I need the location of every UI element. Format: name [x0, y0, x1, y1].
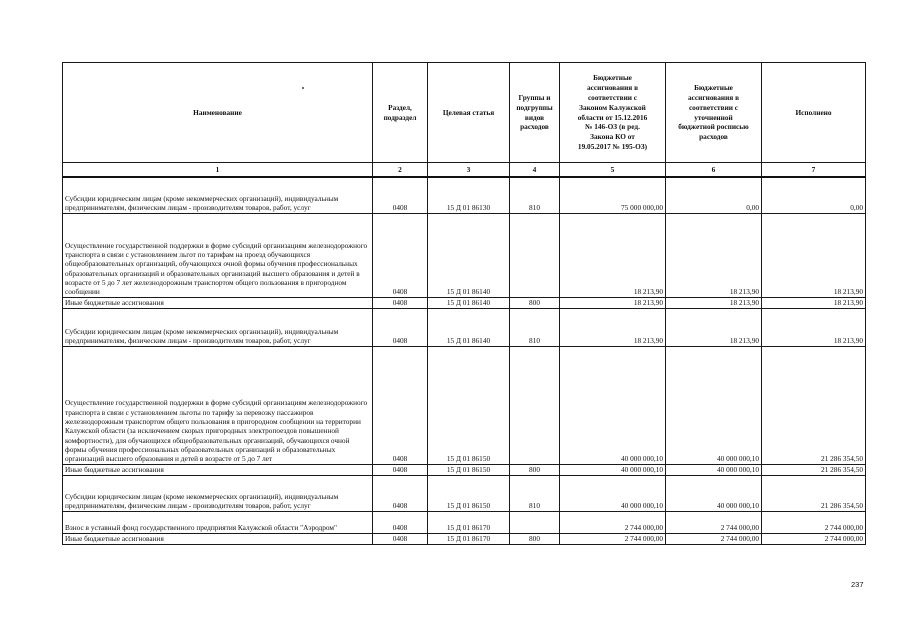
row-name: Субсидии юридическим лицам (кроме некоммерческих организаций), индивидуальным предпринимателям, физическим лицам - производителям товаров, работ, услуг [63, 177, 373, 213]
row-section: 0408 [373, 346, 428, 464]
header-schedule-assignments: Бюджетные ассигнования в соответствии с уточненной бюджетной росписью расходов [666, 63, 762, 163]
row-name: Осуществление государственной поддержки в форме субсидий организациям железнодорожного транспорта в связи с установлением льготы по тарифу за перевозку пассажиров железнодорожным транспортом общего пользования в пригородном сообщении на территории Калужской области (за исключением скорых пригородных электропоездов повышенной комфортности), для обучающихся общеобразовательных организаций, обучающихся очной формы обучения профессиональных образовательных организаций и образовательных организаций высшего образования и детей в возрасте от 5 до 7 лет [63, 346, 373, 464]
row-law-value: 40 000 000,10 [560, 464, 666, 475]
row-law-value: 18 213,90 [560, 297, 666, 308]
row-schedule-value: 18 213,90 [666, 213, 762, 297]
row-name: Осуществление государственной поддержки в форме субсидий организациям железнодорожного транспорта в связи с установлением льгот по тарифам на проезд обучающихся общеобразовательных организаций, обучающихся очной формы обучения профессиональных образовательных организаций и образовательных организаций высшего образования и детей в возрасте от 5 до 7 лет железнодорожным транспортом общего пользования в пригородном сообщении [63, 213, 373, 297]
row-law-value: 18 213,90 [560, 308, 666, 346]
header-name: Наименование [63, 63, 373, 163]
table-row [63, 464, 866, 475]
row-article: 15 Д 01 86170 [428, 511, 510, 533]
row-section: 0408 [373, 533, 428, 544]
row-schedule-value: 2 744 000,00 [666, 533, 762, 544]
row-group: 810 [510, 308, 560, 346]
header-article: Целевая статья [428, 63, 510, 163]
row-section: 0408 [373, 308, 428, 346]
budget-table [62, 62, 866, 545]
row-group [510, 511, 560, 533]
row-executed-value: 0,00 [762, 177, 866, 213]
row-law-value: 40 000 000,10 [560, 475, 666, 511]
row-article: 15 Д 01 86140 [428, 213, 510, 297]
row-executed-value: 21 286 354,50 [762, 475, 866, 511]
table-row [63, 533, 866, 544]
row-executed-value: 21 286 354,50 [762, 464, 866, 475]
row-executed-value: 2 744 000,00 [762, 511, 866, 533]
row-group: 810 [510, 475, 560, 511]
row-section: 0408 [373, 213, 428, 297]
row-name: Субсидии юридическим лицам (кроме некоммерческих организаций), индивидуальным предпринимателям, физическим лицам - производителям товаров, работ, услуг [63, 475, 373, 511]
header-groups: Группы и подгруппы видов расходов [510, 63, 560, 163]
table-row [63, 297, 866, 308]
row-article: 15 Д 01 86150 [428, 346, 510, 464]
row-name: Взнос в уставный фонд государственного предприятия Калужской области "Аэродром" [63, 511, 373, 533]
row-schedule-value: 2 744 000,00 [666, 511, 762, 533]
row-executed-value: 2 744 000,00 [762, 533, 866, 544]
row-article: 15 Д 01 86150 [428, 464, 510, 475]
row-law-value: 18 213,90 [560, 213, 666, 297]
column-number: 6 [666, 163, 762, 178]
row-section: 0408 [373, 511, 428, 533]
column-number: 1 [63, 163, 373, 178]
column-number: 3 [428, 163, 510, 178]
row-name: Иные бюджетные ассигнования [63, 533, 373, 544]
row-article: 15 Д 01 86140 [428, 308, 510, 346]
row-section: 0408 [373, 464, 428, 475]
row-schedule-value: 40 000 000,10 [666, 346, 762, 464]
row-name: Иные бюджетные ассигнования [63, 297, 373, 308]
row-group: 800 [510, 297, 560, 308]
table-row [63, 346, 866, 464]
row-name: Субсидии юридическим лицам (кроме некоммерческих организаций), индивидуальным предпринимателям, физическим лицам - производителям товаров, работ, услуг [63, 308, 373, 346]
row-law-value: 40 000 000,10 [560, 346, 666, 464]
column-number-row [63, 163, 866, 178]
row-group: 800 [510, 464, 560, 475]
row-law-value: 75 000 000,00 [560, 177, 666, 213]
column-number: 7 [762, 163, 866, 178]
column-number: 5 [560, 163, 666, 178]
table-row [63, 177, 866, 213]
row-executed-value: 18 213,90 [762, 308, 866, 346]
row-law-value: 2 744 000,00 [560, 511, 666, 533]
row-schedule-value: 0,00 [666, 177, 762, 213]
row-schedule-value: 40 000 000,10 [666, 475, 762, 511]
row-schedule-value: 18 213,90 [666, 308, 762, 346]
header-row [63, 63, 866, 163]
row-article: 15 Д 01 86170 [428, 533, 510, 544]
column-number: 2 [373, 163, 428, 178]
row-law-value: 2 744 000,00 [560, 533, 666, 544]
header-section: Раздел, подраздел [373, 63, 428, 163]
row-executed-value: 21 286 354,50 [762, 346, 866, 464]
header-law-assignments: Бюджетные ассигнования в соответствии с Законом Калужской области от 15.12.2016 № 146-ОЗ (в ред. Закона КО от 19.05.2017 № 195-ОЗ) [560, 63, 666, 163]
row-group [510, 213, 560, 297]
row-name: Иные бюджетные ассигнования [63, 464, 373, 475]
row-article: 15 Д 01 86150 [428, 475, 510, 511]
table-row [63, 213, 866, 297]
row-schedule-value: 40 000 000,10 [666, 464, 762, 475]
row-section: 0408 [373, 475, 428, 511]
row-executed-value: 18 213,90 [762, 297, 866, 308]
row-executed-value: 18 213,90 [762, 213, 866, 297]
table-row [63, 308, 866, 346]
row-group: 810 [510, 177, 560, 213]
row-schedule-value: 18 213,90 [666, 297, 762, 308]
page-number: 237 [851, 580, 864, 589]
row-section: 0408 [373, 297, 428, 308]
row-group [510, 346, 560, 464]
row-group: 800 [510, 533, 560, 544]
table-row [63, 475, 866, 511]
column-number: 4 [510, 163, 560, 178]
row-section: 0408 [373, 177, 428, 213]
row-article: 15 Д 01 86140 [428, 297, 510, 308]
table-row [63, 511, 866, 533]
header-executed: Исполнено [762, 63, 866, 163]
row-article: 15 Д 01 86130 [428, 177, 510, 213]
